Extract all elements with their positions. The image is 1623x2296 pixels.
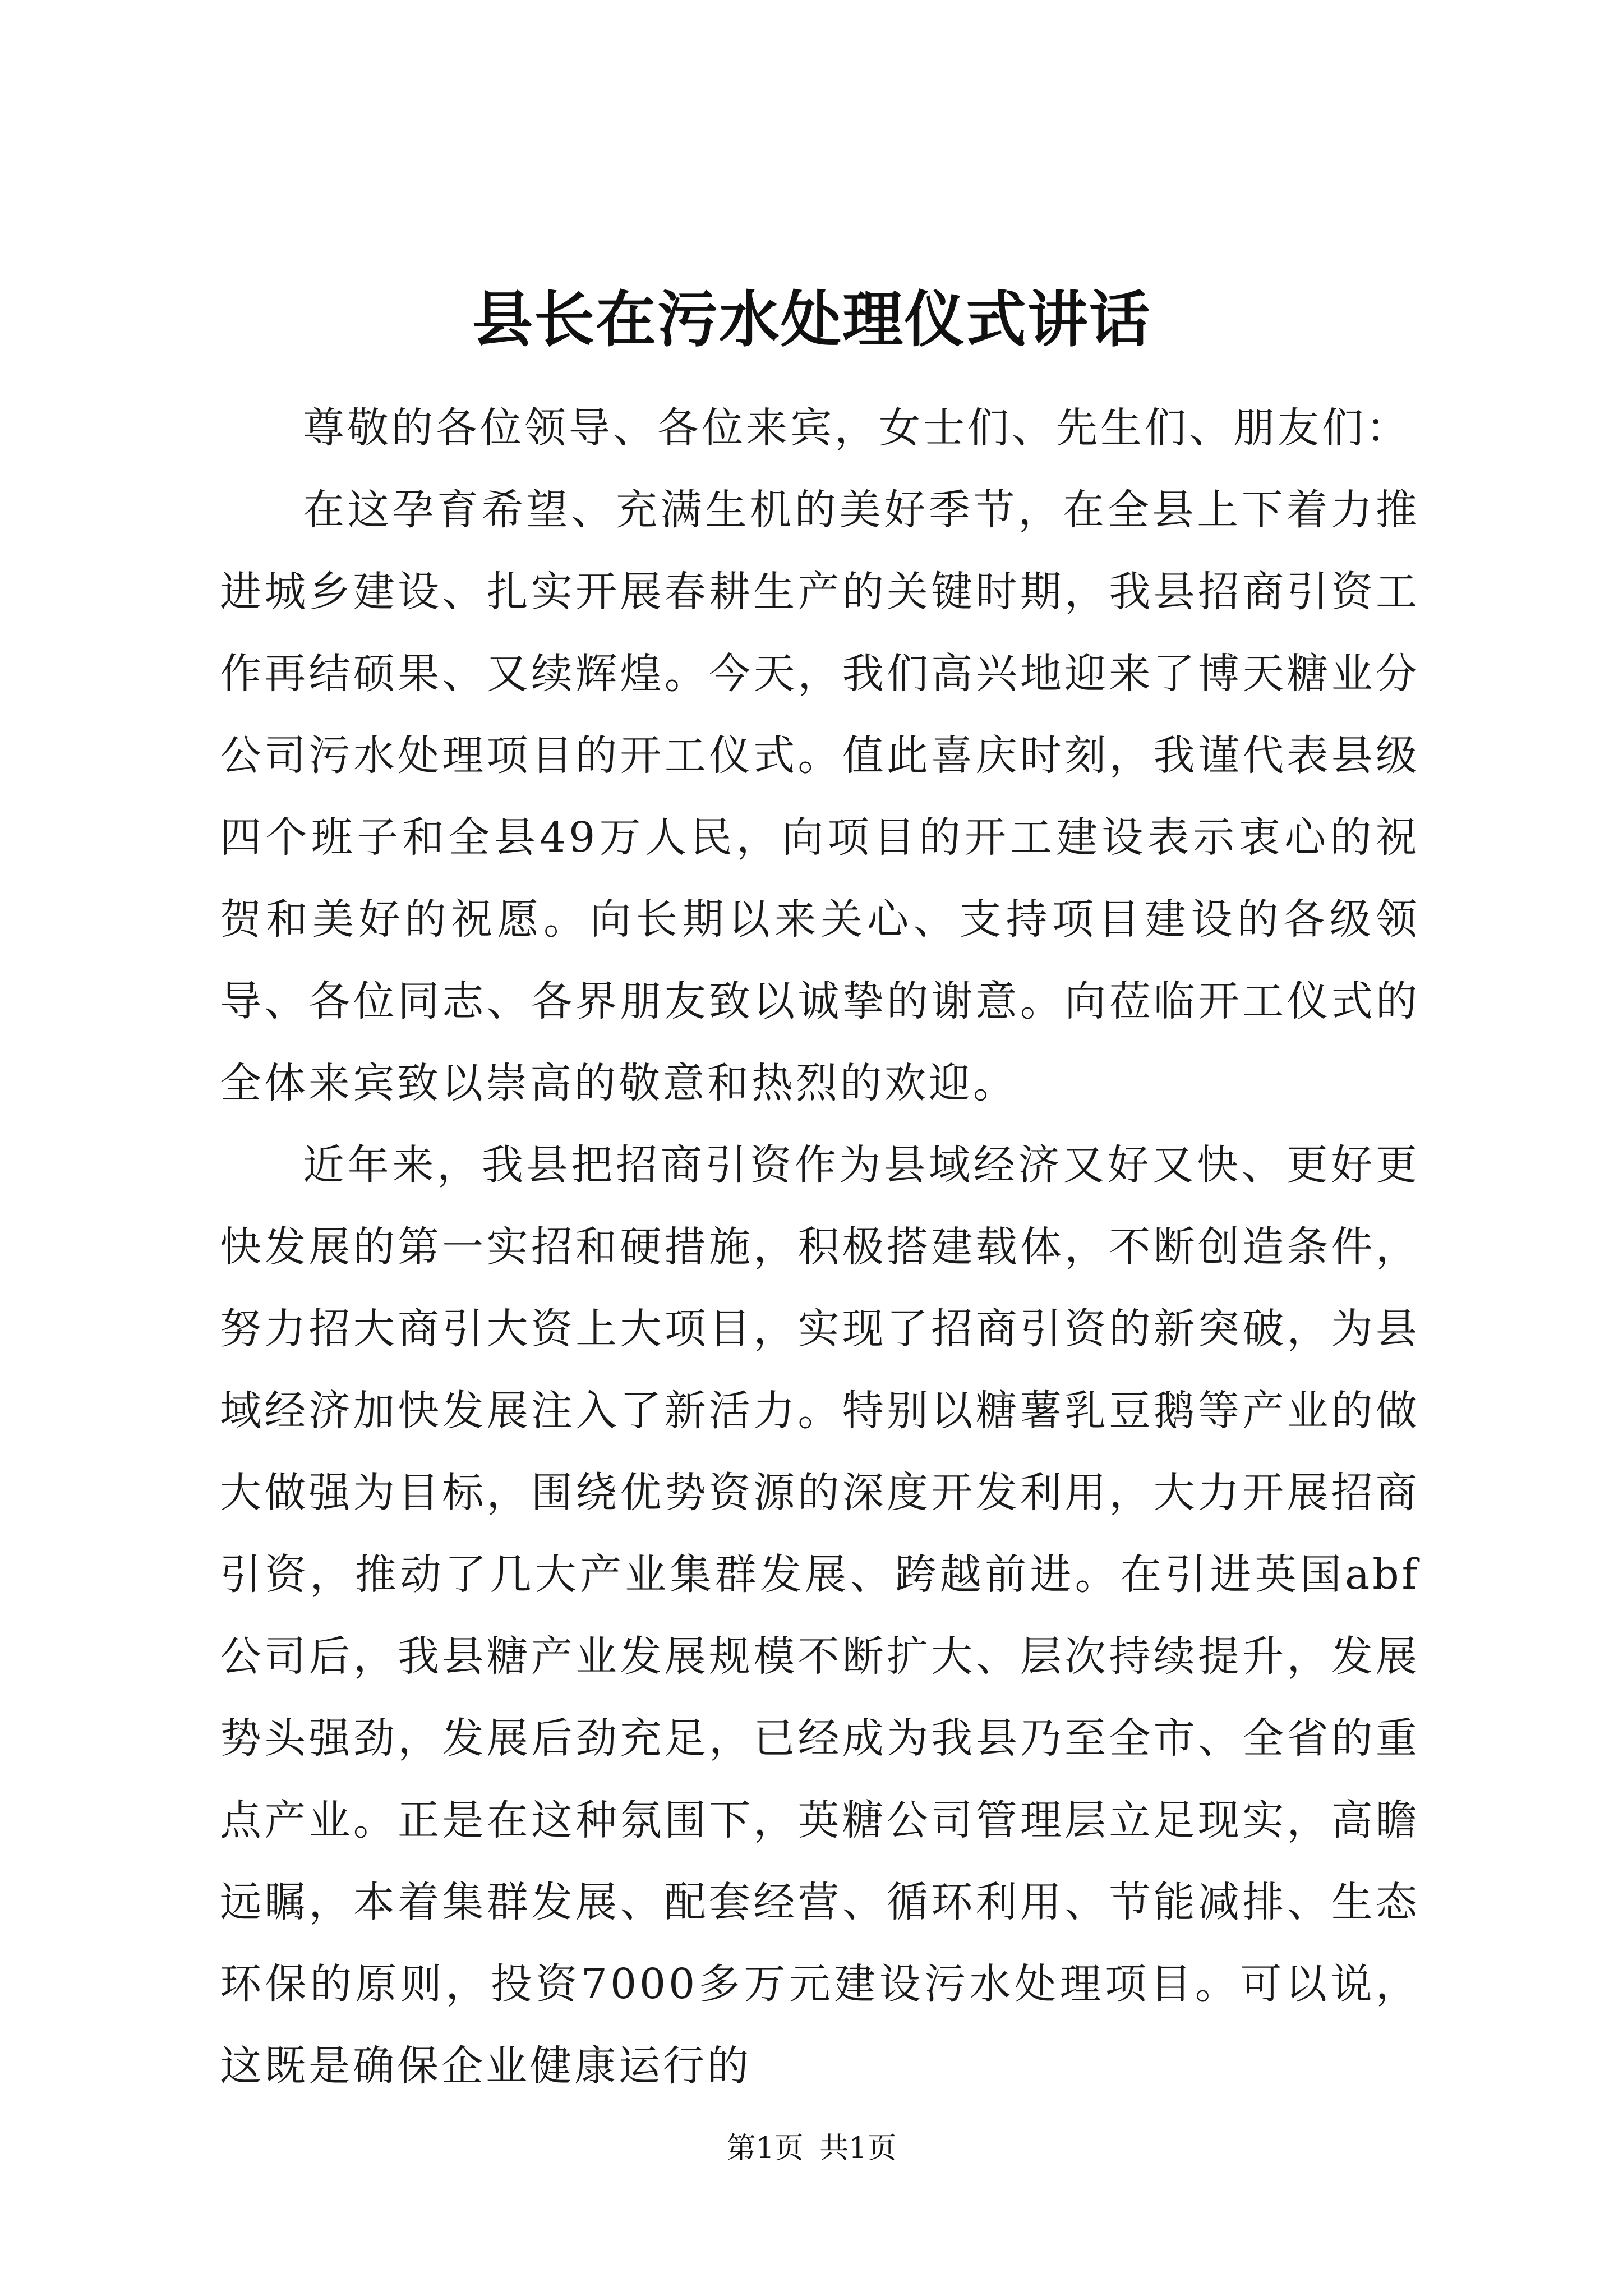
salutation-paragraph: 尊敬的各位领导、各位来宾，女士们、先生们、朋友们： — [303, 404, 1410, 452]
document-body — [220, 387, 1420, 2107]
page-number-total: 共1页 — [819, 2132, 897, 2165]
document-title: 县长在污水处理仪式讲话 — [472, 284, 1151, 355]
page-footer — [0, 2129, 1623, 2168]
body-paragraph: 近年来，我县把招商引资作为县域经济又好又快、更好更快发展的第一实招和硬措施，积极搭建载体，不断创造条件，努力招大商引大资上大项目，实现了招商引资的新突破，为县域经济加快发展注入了新活力。特别以糖薯乳豆鹅等产业的做大做强为目标，围绕优势资源的深度开发利用，大力开展招商引资，推动了几大产业集群发展、跨越前进。在引进英国abf公司后，我县糖产业发展规模不断扩大、层次持续提升，发展势头强劲，发展后劲充足，已经成为我县乃至全市、全省的重点产业。正是在这种氛围下，英糖公司管理层立足现实，高瞻远瞩，本着集群发展、配套经营、循环利用、节能减排、生态环保的原则，投资7000多万元建设污水处理项目。可以说，这既是确保企业健康运行的 — [220, 1141, 1420, 2090]
body-paragraph: 在这孕育希望、充满生机的美好季节，在全县上下着力推进城乡建设、扎实开展春耕生产的关键时期，我县招商引资工作再结硕果、又续辉煌。今天，我们高兴地迎来了博天糖业分公司污水处理项目的开工仪式。值此喜庆时刻，我谨代表县级四个班子和全县49万人民，向项目的开工建设表示衷心的祝贺和美好的祝愿。向长期以来关心、支持项目建设的各级领导、各位同志、各界朋友致以诚挚的谢意。向莅临开工仪式的全体来宾致以崇高的敬意和热烈的欢迎。 — [220, 486, 1420, 1107]
page-number-current: 第1页 — [726, 2132, 804, 2165]
